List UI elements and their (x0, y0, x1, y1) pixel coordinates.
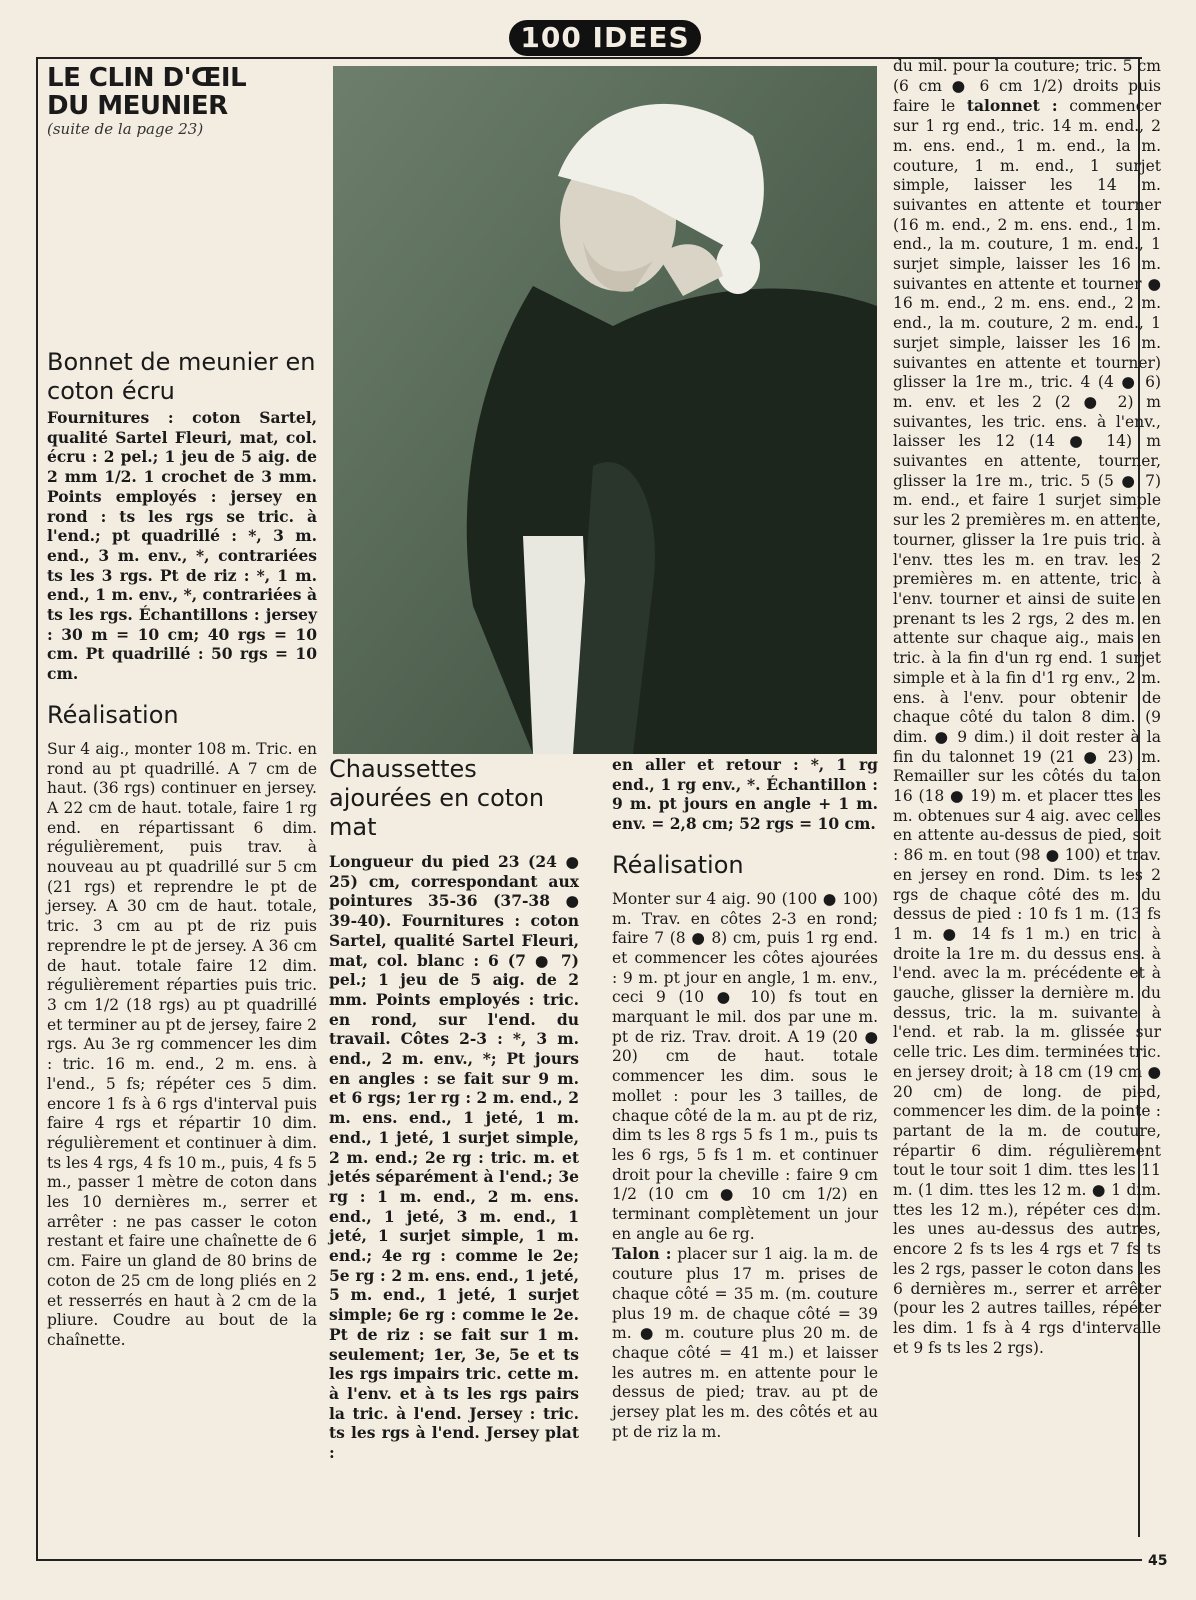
article-kicker-line-1: LE CLIN D'ŒIL (47, 63, 247, 93)
bonnet-materials: Fournitures : coton Sartel, qualité Sartel Fleuri, mat, col. écru : 2 pel.; 1 jeu de 5 aig. de 2 mm 1/2. 1 crochet de 3 mm. Points employés : jersey en rond : ts les rgs se tric. à l'end.; pt quadrillé : *, 3 m. end., 3 m. env., *, contrariées ts les 3 rgs. Pt de riz : *, 1 m. end., 1 m. env., *, contrariées à ts les rgs. Échantillons : jersey : 30 m = 10 cm; 40 rgs = 10 cm. Pt quadrillé : 50 rgs = 10 cm. (47, 408, 317, 684)
bonnet-title: Bonnet de meunier en coton écru (47, 348, 316, 405)
chaussettes-materials: Longueur du pied 23 (24 ● 25) cm, correspondant aux pointures 35-36 (37-38 ● 39-40). Fournitures : coton Sartel, qualité Sartel Fleuri, mat, col. blanc : 6 (7 ● 7) pel.; 1 jeu de 5 aig. de 2 mm. Points employés : tric. en rond, sur l'end. du travail. Côtes 2-3 : *, 3 m. end., 2 m. env., *; Pt jours en angles : se fait sur 9 m. et 6 rgs; 1er rg : 2 m. end., 2 m. ens. end., 1 jeté, 1 m. end., 1 jeté, 1 surjet simple, 2 m. end.; 2e rg : tric. m. et jetés séparément à l'end.; 3e rg : 1 m. end., 2 m. ens. end., 1 jeté, 3 m. end., 1 jeté, 1 surjet simple, 1 m. end.; 4e rg : comme le 2e; 5e rg : 2 m. ens. end., 1 jeté, 5 m. end., 1 jeté, 1 surjet simple; 6e rg : comme le 2e. Pt de riz : se fait sur 1 m. seulement; 1er, 3e, 5e et ts les rgs impairs tric. cette m. à l'env. et à ts les rgs pairs la tric. à l'end. Jersey : tric. ts les rgs à l'end. Jersey plat : (329, 852, 579, 1463)
chaussettes-materials-continued: en aller et retour : *, 1 rg end., 1 rg env., *. Échantillon : 9 m. pt jours en angle + 1 m. env. = 2,8 cm; 52 rgs = 10 cm. (612, 755, 878, 834)
chaussettes-talon-paragraph (612, 1244, 878, 1442)
continued-text-b: commencer sur 1 rg end., tric. 14 m. end., 2 m. ens. end., 1 m. end., la m. couture, 1 m. end., 1 surjet simple, laisser les 14 m. suivantes en attente et tourner (16 m. end., 2 m. ens. end., 1 m. end., la m. couture, 1 m. end., 1 surjet simple, laisser les 16 m. suivantes en attente et tourner ● 16 m. end., 2 m. ens. end., 2 m. end., la m. couture, 2 m. end., 1 surjet simple, laisser les 16 m. suivantes en attente et tourner) glisser la 1re m., tric. 4 (4 ● 6) m. env. et les 2 (2 ● 2) m suivantes, les tric. ens. à l'env., laisser les 12 (14 ● 14) m suivantes en attente, tourner, glisser la 1re m., tric. 5 (5 ● 7) m. end., et faire 1 surjet simple sur les 2 premières m. en attente, tourner, glisser la 1re puis tric. à l'env. ttes les m. en trav. les 2 premières m. en attente, tric. à l'env. tourner et ainsi de suite en prenant ts les 2 rgs, 2 des m. en attente sur chaque aig., mais en tric. à la fin d'un rg end. 1 surjet simple et à la fin d'1 rg env., 2 m. ens. à l'env. pour obtenir de chaque côté du talon 8 dim. (9 dim. ● 9 dim.) il doit rester à la fin du talonnet 19 (21 ● 23) m. Remailler sur les côtés du talon 16 (18 ● 19) m. et placer ttes les m. obtenues sur 4 aig. avec celles en attente au-dessus de pied, soit : 86 m. en tout (98 ● 100) et trav. en jersey en rond. Dim. ts les 2 rgs de chaque côté des m. du dessus de pied : 10 fs 1 m. (13 fs 1 m. ● 14 fs 1 m.) en tric. à droite la 1re m. du dessus ens. à l'end. avec la m. précédente et à gauche, glisser la dernière m. du dessus, tric. la m. suivante à l'end. et rab. la m. glissée sur celle tric. Les dim. terminées tric. en jersey droit; à 18 cm (19 cm ● 20 cm) de long. de pied, commencer les dim. de la pointe : partant de la m. de couture, répartir 6 dim. régulièrement tout le tour soit 1 dim. ttes les 11 m. (1 dim. ttes les 12 m. ● 1 dim. ttes les 12 m.), répéter ces dim. les unes au-dessus des autres, encore 2 fs ts les 4 rgs et 7 fs ts les 2 rgs, passer le coton dans les 6 dernières m., serrer et arrêter (pour les 2 autres tailles, répéter les dim. 1 fs à 4 rgs d'intervalle et 9 fs ts les 2 rgs). (893, 97, 1162, 1357)
chaussettes-realisation-title: Réalisation (612, 850, 744, 879)
magazine-logo: 100 IDEES (509, 20, 701, 56)
photo-illustration (333, 66, 877, 754)
chaussettes-realisation-text: Monter sur 4 aig. 90 (100 ● 100) m. Trav. en côtes 2-3 en rond; faire 7 (8 ● 8) cm, puis 1 rg end. et commencer les côtes ajourées : 9 m. pt jour en angle, 1 m. env., ceci 9 (10 ● 10) fs tout en marquant le mil. dos par une m. pt de riz. Trav. droit. A 19 (20 ● 20) cm de haut. totale commencer les dim. sous le mollet : pour les 3 tailles, de chaque côté de la m. au pt de riz, dim ts les 8 rgs 5 fs 1 m., puis ts les 6 rgs, 5 fs 1 m. et continuer droit pour la cheville : faire 9 cm 1/2 (10 cm ● 10 cm 1/2) en terminant complètement un jour en angle au 6e rg. (612, 889, 878, 1243)
talonnet-label: talonnet : (966, 96, 1058, 116)
page-number: 45 (1148, 1553, 1168, 1569)
article-kicker-line-2: DU MEUNIER (47, 91, 228, 121)
column-4 (893, 57, 1161, 1358)
continued-text-a: du mil. pour la couture; tric. 5 cm (6 cm ● 6 cm 1/2) droits puis faire le (893, 57, 1161, 116)
bonnet-realisation-text: Sur 4 aig., monter 108 m. Tric. en rond au pt quadrillé. A 7 cm de haut. (36 rgs) continuer en jersey. A 22 cm de haut. totale, faire 1 rg end. en répartissant 6 dim. régulièrement, puis trav. à nouveau au pt quadrillé sur 5 cm (21 rgs) et reprendre le pt de jersey. A 30 cm de haut. totale, tric. 3 cm au pt de riz puis reprendre le pt de jersey. A 36 cm de haut. totale faire 12 dim. régulièrement réparties puis tric. 3 cm 1/2 (18 rgs) au pt quadrillé et terminer au pt de jersey, faire 2 rgs. Au 3e rg commencer les dim : tric. 16 m. end., 2 m. ens. à l'end., 5 fs; répéter ces 5 dim. encore 1 fs à 6 rgs d'interval puis faire 4 rgs et répartir 10 dim. régulièrement et continuer à dim. ts les 4 rgs, 4 fs 10 m., puis, 4 fs 5 m., passer 1 mètre de coton dans les 10 dernières m., serrer et arrêter : ne pas casser le coton restant et faire une chaînette de 6 cm. Faire un gland de 80 brins de coton de 25 cm de long pliés en 2 et resserrés en haut à 2 cm de la pliure. Coudre au bout de la chaînette. (47, 739, 317, 1349)
talon-text: placer sur 1 aig. la m. de couture plus 17 m. prises de chaque côté = 35 m. (m. couture plus 19 m. de chaque côté = 39 m. ● m. couture plus 20 m. de chaque côté = 41 m.) et laisser les autres m. en attente pour le dessus de pied; trav. au pt de jersey plat les m. des côtés et au pt de riz la m. (612, 1245, 879, 1441)
chaussettes-title: Chaussettes ajourées en coton mat (329, 755, 545, 841)
chaussettes-continued-text (893, 57, 1161, 1358)
column-2 (329, 755, 579, 1463)
bonnet-realisation-title: Réalisation (47, 700, 179, 729)
photo-woman-in-bonnet (333, 66, 877, 754)
column-3 (612, 755, 878, 1443)
talon-label: Talon : (612, 1244, 672, 1264)
column-1 (47, 64, 317, 1351)
article-subtitle: (suite de la page 23) (47, 120, 204, 138)
